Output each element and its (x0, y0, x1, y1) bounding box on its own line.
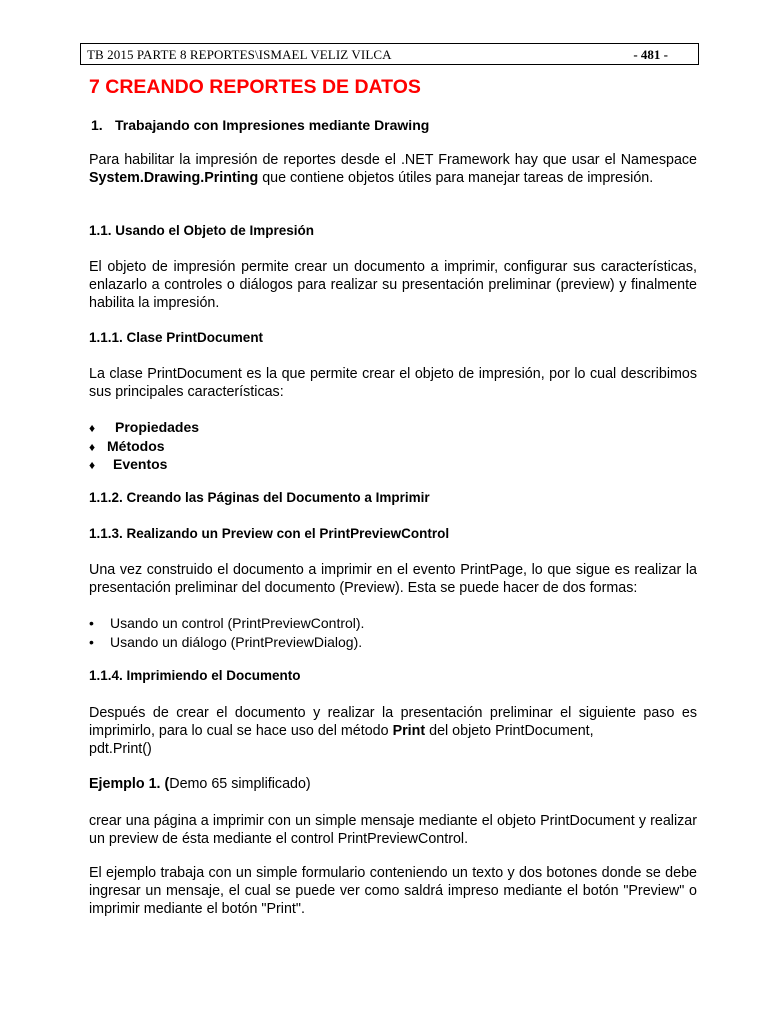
intro-text-pre: Para habilitar la impresión de reportes desde el .NET Framework hay que usar el Namespace (89, 152, 697, 168)
header-title: TB 2015 PARTE 8 REPORTES\ISMAEL VELIZ VILCA (87, 47, 392, 62)
list-item (89, 455, 199, 474)
example-heading (89, 775, 697, 793)
list-item (89, 614, 364, 633)
list-item-label: Propiedades (115, 419, 200, 435)
list-item-label: Eventos (113, 456, 168, 472)
list-item (89, 633, 364, 652)
chapter-title: 7 CREANDO REPORTES DE DATOS (89, 76, 421, 98)
bullet-icon: • (89, 633, 94, 650)
intro-paragraph (89, 151, 697, 187)
diamond-bullet-icon: ♦ (89, 421, 96, 435)
paragraph-1-1: El objeto de impresión permite crear un documento a imprimir, configurar sus características, enlazarlo a controles o diálogos para realizar su presentación preliminar (preview) y finalmente habilita la impresión. (89, 259, 697, 311)
diamond-bullet-icon: ♦ (89, 439, 96, 454)
example-description: crear una página a imprimir con un simple mensaje mediante el objeto PrintDocument y realizar un preview de ésta mediante el control PrintPreviewControl. (89, 813, 697, 847)
heading-1-1-4: 1.1.4. Imprimiendo el Documento (89, 668, 301, 683)
paragraph-1-1-1: La clase PrintDocument es la que permite crear el objeto de impresión, por lo cual describimos sus principales características: (89, 366, 697, 400)
features-list (89, 418, 199, 474)
heading-1-1: 1.1. Usando el Objeto de Impresión (89, 223, 315, 238)
code-snippet: pdt.Print() (89, 741, 152, 757)
list-item (89, 418, 199, 437)
diamond-bullet-icon: ♦ (89, 458, 96, 472)
preview-options-list (89, 614, 364, 651)
section-1-heading (91, 117, 429, 133)
list-item-label: Métodos (107, 437, 165, 454)
section-1-title: Trabajando con Impresiones mediante Drawing (115, 117, 430, 133)
list-item (89, 437, 199, 456)
page-content (89, 72, 697, 102)
example-label: Ejemplo 1. ( (89, 776, 170, 792)
paragraph-1-1-4 (89, 704, 697, 758)
intro-text-post: que contiene objetos útiles para manejar tareas de impresión. (258, 170, 654, 186)
page-number: - 481 - (633, 47, 668, 62)
page-header (80, 43, 699, 65)
heading-1-1-3: 1.1.3. Realizando un Preview con el PrintPreviewControl (89, 526, 450, 541)
intro-namespace: System.Drawing.Printing (89, 170, 259, 186)
example-detail: El ejemplo trabaja con un simple formulario conteniendo un texto y dos botones donde se debe ingresar un mensaje, el cual se puede ver como saldrá impreso mediante el botón "Preview" o imprimir mediante el botón "Print". (89, 865, 697, 917)
section-1-number: 1. (91, 117, 103, 133)
list-item-label: Usando un diálogo (PrintPreviewDialog). (110, 633, 363, 650)
heading-1-1-2: 1.1.2. Creando las Páginas del Documento a Imprimir (89, 490, 430, 505)
heading-1-1-1: 1.1.1. Clase PrintDocument (89, 330, 264, 345)
list-item-label: Usando un control (PrintPreviewControl). (110, 615, 365, 631)
paragraph-1-1-3: Una vez construido el documento a imprimir en el evento PrintPage, lo que sigue es realizar la presentación preliminar del documento (Preview). Esta se puede hacer de dos formas: (89, 562, 697, 596)
print-method: Print (392, 723, 426, 739)
example-note: Demo 65 simplificado) (169, 776, 311, 792)
bullet-icon: • (89, 615, 94, 631)
print-text-post: del objeto PrintDocument, (425, 723, 594, 739)
print-text-pre: Después de crear el documento y realizar la presentación preliminar el siguiente paso es imprimirlo, para lo cual se hace uso del método (89, 705, 697, 739)
